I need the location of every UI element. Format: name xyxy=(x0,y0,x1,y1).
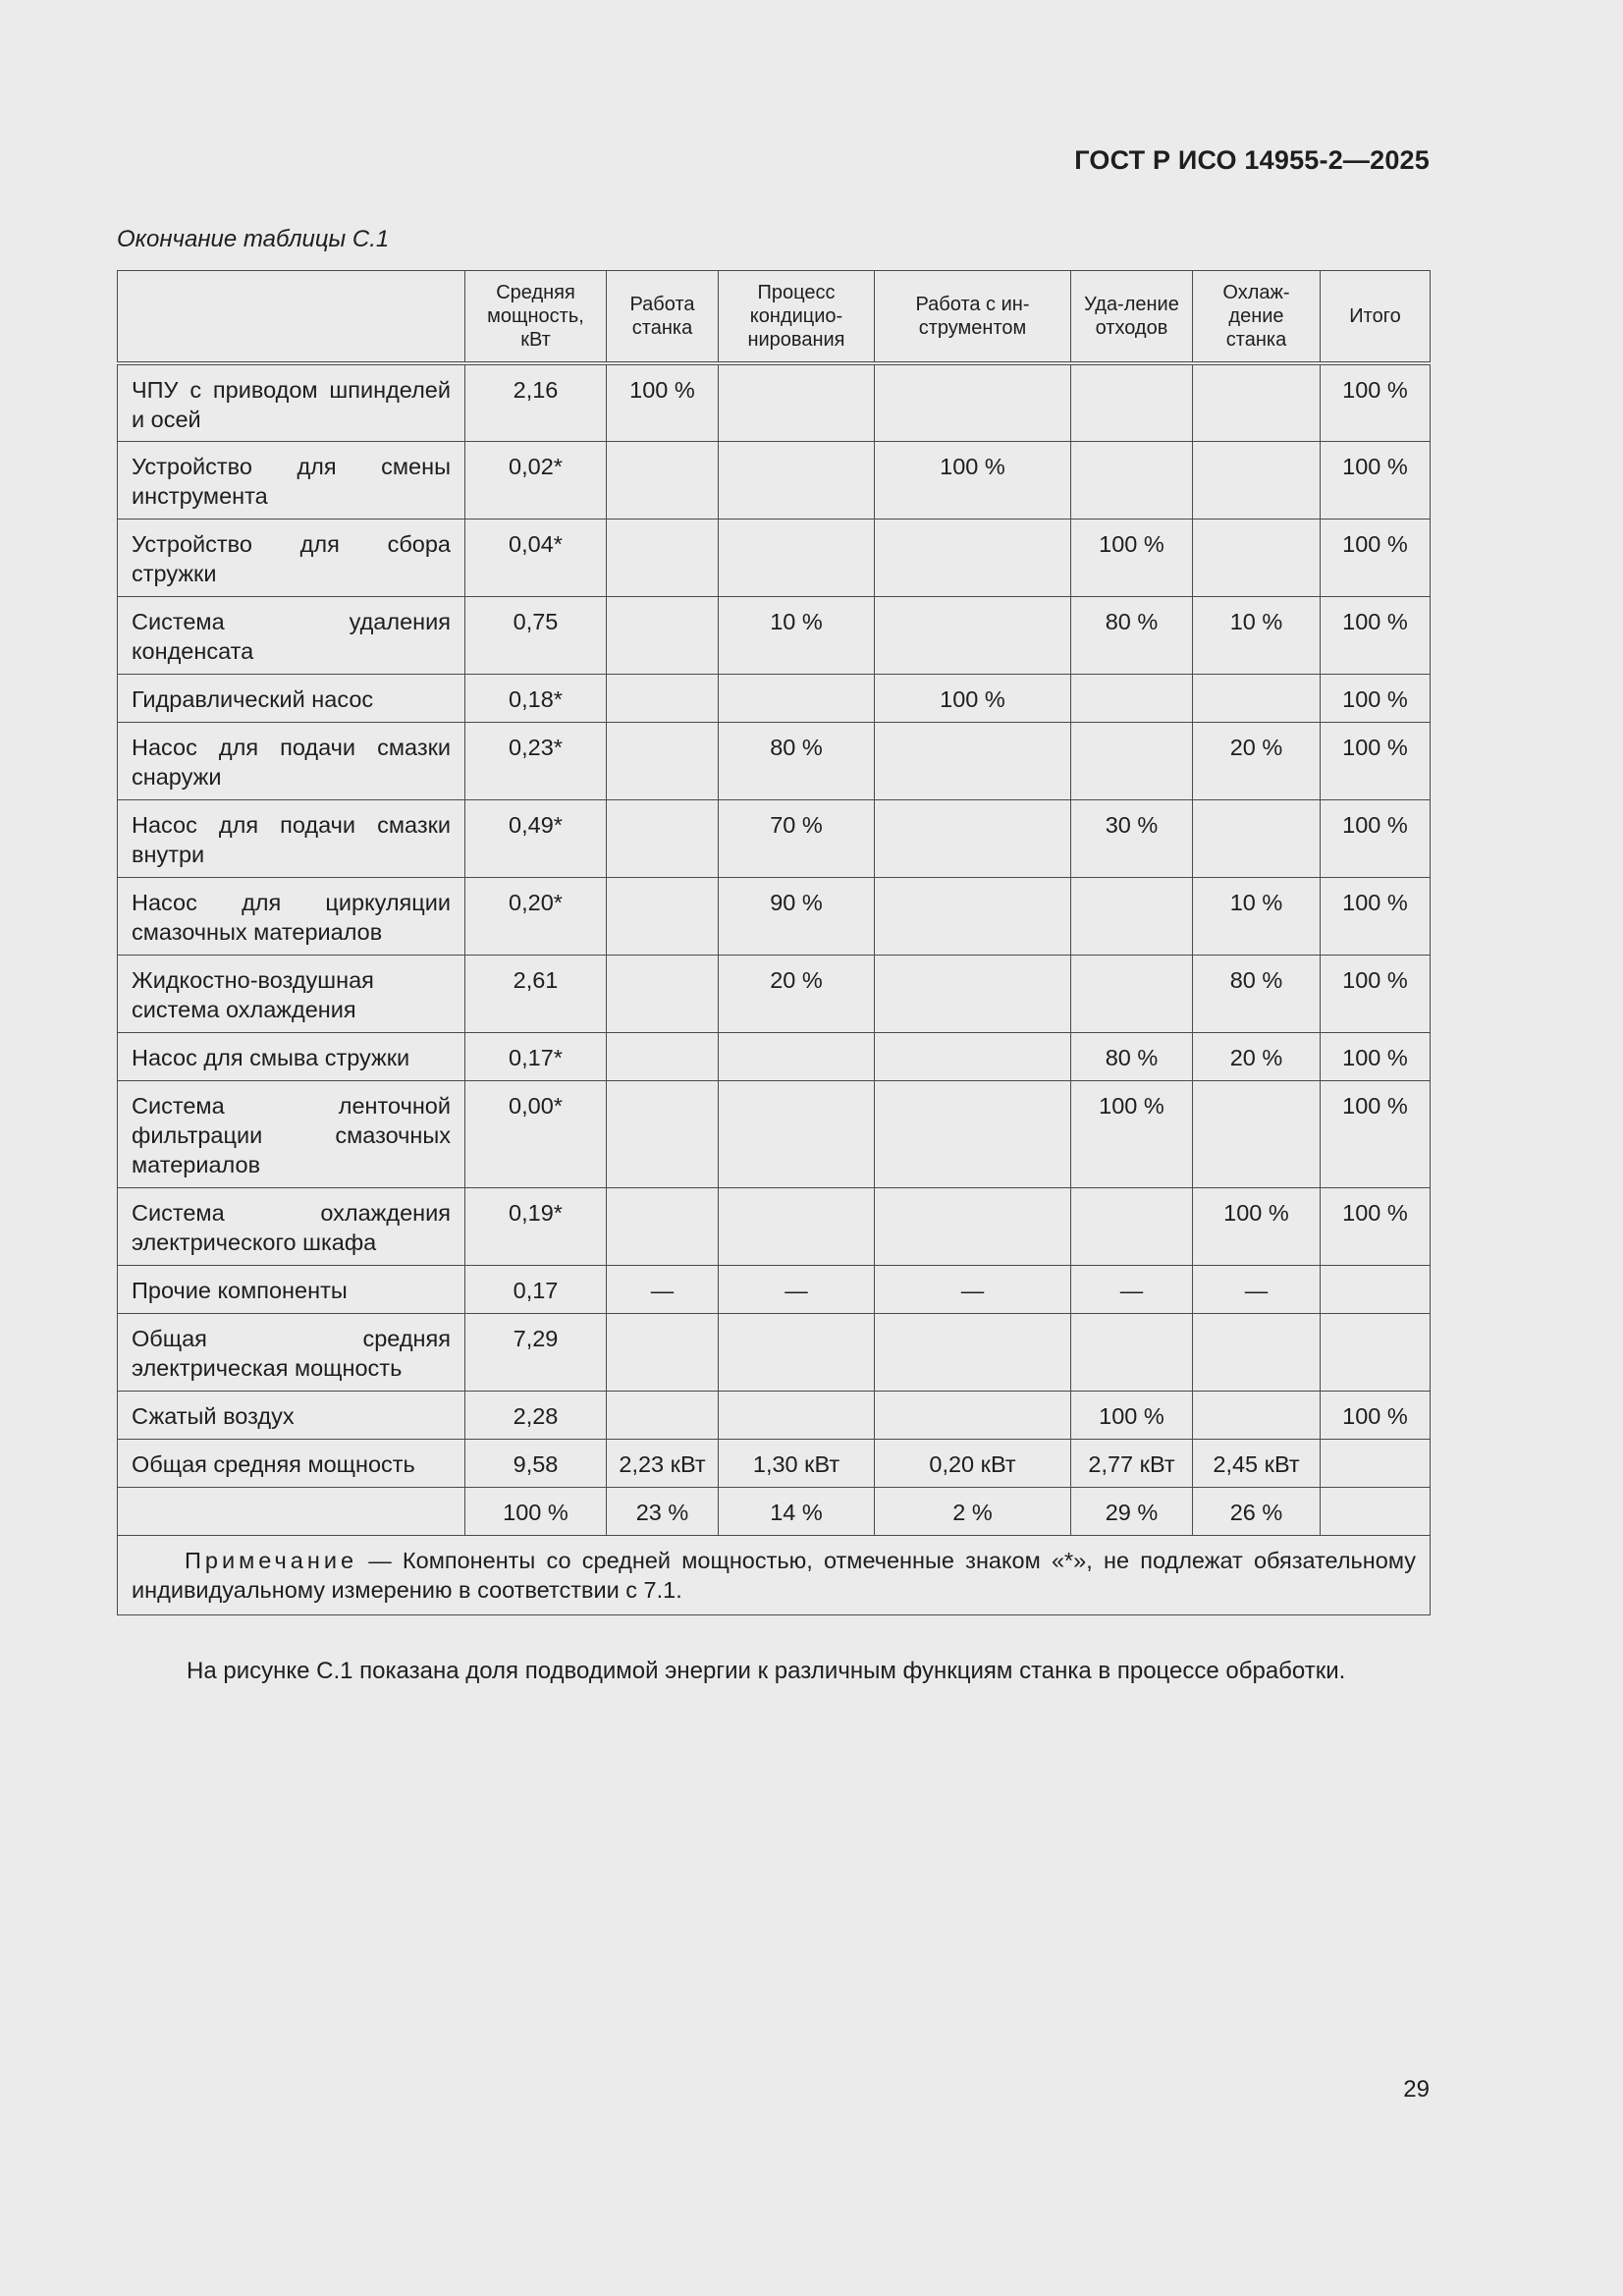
value-cell xyxy=(1071,1313,1193,1391)
row-label-cell xyxy=(118,1487,465,1535)
value-cell: 100 % xyxy=(1321,596,1431,674)
value-cell: 100 % xyxy=(1321,1187,1431,1265)
value-cell: 30 % xyxy=(1071,799,1193,877)
value-cell xyxy=(719,363,875,441)
value-cell: 20 % xyxy=(1193,1032,1321,1080)
table-row xyxy=(118,1032,1431,1080)
value-cell xyxy=(1193,519,1321,596)
value-cell xyxy=(607,722,719,799)
value-cell: 100 % xyxy=(1321,519,1431,596)
value-cell: 0,17 xyxy=(465,1265,607,1313)
value-cell: 26 % xyxy=(1193,1487,1321,1535)
value-cell xyxy=(875,596,1071,674)
row-label-cell: Прочие компоненты xyxy=(118,1265,465,1313)
value-cell xyxy=(1071,441,1193,519)
row-label-cell: Общая средняя мощность xyxy=(118,1439,465,1487)
row-label-cell: Насос для подачи смазки внутри xyxy=(118,799,465,877)
value-cell xyxy=(1193,441,1321,519)
row-label-cell: Система охлаждения электрического шкафа xyxy=(118,1187,465,1265)
table-row xyxy=(118,1265,1431,1313)
value-cell: 0,00* xyxy=(465,1080,607,1187)
row-label-cell: Гидравлический насос xyxy=(118,674,465,722)
table-row xyxy=(118,1080,1431,1187)
value-cell: 100 % xyxy=(1193,1187,1321,1265)
value-cell xyxy=(719,1187,875,1265)
value-cell: 0,49* xyxy=(465,799,607,877)
value-cell xyxy=(1321,1439,1431,1487)
value-cell: 100 % xyxy=(1321,1391,1431,1439)
value-cell: 20 % xyxy=(1193,722,1321,799)
value-cell xyxy=(875,1032,1071,1080)
value-cell: 100 % xyxy=(1321,722,1431,799)
value-cell: 100 % xyxy=(1321,877,1431,955)
value-cell xyxy=(1071,1187,1193,1265)
value-cell: 100 % xyxy=(1321,363,1431,441)
value-cell xyxy=(719,1391,875,1439)
value-cell: 100 % xyxy=(875,441,1071,519)
value-cell xyxy=(607,596,719,674)
value-cell: 80 % xyxy=(1193,955,1321,1032)
value-cell: — xyxy=(607,1265,719,1313)
note-label: Примечание xyxy=(185,1547,358,1573)
value-cell xyxy=(875,955,1071,1032)
value-cell: 0,02* xyxy=(465,441,607,519)
header-cell-avg-power: Средняя мощность, кВт xyxy=(465,271,607,364)
value-cell: 100 % xyxy=(1321,1080,1431,1187)
table-row xyxy=(118,1313,1431,1391)
header-cell-conditioning: Процесс кондицио-нирования xyxy=(719,271,875,364)
row-label-cell: Система удаления конденсата xyxy=(118,596,465,674)
value-cell: 9,58 xyxy=(465,1439,607,1487)
table-row xyxy=(118,596,1431,674)
table-row xyxy=(118,1187,1431,1265)
value-cell xyxy=(607,441,719,519)
value-cell: 90 % xyxy=(719,877,875,955)
row-label-cell: Насос для смыва стружки xyxy=(118,1032,465,1080)
value-cell xyxy=(719,674,875,722)
table-row xyxy=(118,363,1431,441)
value-cell xyxy=(1193,1080,1321,1187)
value-cell xyxy=(719,1032,875,1080)
value-cell xyxy=(1193,1313,1321,1391)
value-cell xyxy=(1071,722,1193,799)
value-cell xyxy=(875,799,1071,877)
value-cell xyxy=(1071,877,1193,955)
value-cell xyxy=(607,1391,719,1439)
value-cell xyxy=(607,1187,719,1265)
row-label-cell: Насос для циркуляции смазочных материалов xyxy=(118,877,465,955)
value-cell: 10 % xyxy=(719,596,875,674)
header-cell-total: Итого xyxy=(1321,271,1431,364)
value-cell: 100 % xyxy=(607,363,719,441)
value-cell: 80 % xyxy=(1071,1032,1193,1080)
value-cell xyxy=(607,1313,719,1391)
table-row xyxy=(118,877,1431,955)
value-cell xyxy=(1321,1265,1431,1313)
value-cell: 100 % xyxy=(1071,519,1193,596)
header-cell-component xyxy=(118,271,465,364)
header-cell-cooling: Охлаж-дение станка xyxy=(1193,271,1321,364)
value-cell xyxy=(719,519,875,596)
value-cell xyxy=(1071,674,1193,722)
value-cell xyxy=(607,674,719,722)
value-cell: 80 % xyxy=(1071,596,1193,674)
table-header-row xyxy=(118,271,1431,364)
value-cell: 0,19* xyxy=(465,1187,607,1265)
value-cell: 100 % xyxy=(1321,955,1431,1032)
value-cell: 0,75 xyxy=(465,596,607,674)
table-row xyxy=(118,519,1431,596)
note-text: — Компоненты со средней мощностью, отмеченные знаком «*», не подлежат обязательному индивидуальному измерению в соответствии с 7.1. xyxy=(132,1547,1416,1603)
table-row xyxy=(118,955,1431,1032)
header-cell-waste-removal: Уда-ление отходов xyxy=(1071,271,1193,364)
value-cell: 2,77 кВт xyxy=(1071,1439,1193,1487)
value-cell xyxy=(875,1080,1071,1187)
value-cell: — xyxy=(719,1265,875,1313)
value-cell xyxy=(875,877,1071,955)
value-cell: 2,28 xyxy=(465,1391,607,1439)
value-cell: 1,30 кВт xyxy=(719,1439,875,1487)
value-cell: — xyxy=(1071,1265,1193,1313)
value-cell: 2 % xyxy=(875,1487,1071,1535)
value-cell: 20 % xyxy=(719,955,875,1032)
value-cell: 100 % xyxy=(1321,799,1431,877)
value-cell xyxy=(607,1080,719,1187)
value-cell xyxy=(1193,363,1321,441)
value-cell: 0,18* xyxy=(465,674,607,722)
value-cell: — xyxy=(875,1265,1071,1313)
value-cell xyxy=(1193,1391,1321,1439)
header-cell-machine-operation: Работа станка xyxy=(607,271,719,364)
table-note xyxy=(118,1535,1431,1614)
value-cell: 23 % xyxy=(607,1487,719,1535)
value-cell: 100 % xyxy=(875,674,1071,722)
value-cell: 14 % xyxy=(719,1487,875,1535)
table-row xyxy=(118,722,1431,799)
table-row xyxy=(118,1391,1431,1439)
value-cell xyxy=(719,1080,875,1187)
table-body xyxy=(118,363,1431,1535)
value-cell: 2,16 xyxy=(465,363,607,441)
value-cell: 100 % xyxy=(1071,1080,1193,1187)
value-cell xyxy=(875,722,1071,799)
value-cell: 29 % xyxy=(1071,1487,1193,1535)
value-cell: 100 % xyxy=(465,1487,607,1535)
row-label-cell: Система ленточной фильтрации смазочных материалов xyxy=(118,1080,465,1187)
row-label-cell: ЧПУ с приводом шпинделей и осей xyxy=(118,363,465,441)
value-cell: 0,04* xyxy=(465,519,607,596)
table-caption: Окончание таблицы С.1 xyxy=(117,226,390,252)
value-cell xyxy=(875,519,1071,596)
value-cell: 70 % xyxy=(719,799,875,877)
value-cell: 100 % xyxy=(1321,674,1431,722)
value-cell: 100 % xyxy=(1321,1032,1431,1080)
value-cell xyxy=(875,363,1071,441)
row-label-cell: Устройство для смены инструмента xyxy=(118,441,465,519)
row-label-cell: Общая средняя электрическая мощность xyxy=(118,1313,465,1391)
value-cell xyxy=(1321,1487,1431,1535)
row-label-cell: Жидкостно-воздушная система охлаждения xyxy=(118,955,465,1032)
value-cell: 0,23* xyxy=(465,722,607,799)
value-cell: 10 % xyxy=(1193,877,1321,955)
value-cell: 7,29 xyxy=(465,1313,607,1391)
row-label-cell: Сжатый воздух xyxy=(118,1391,465,1439)
value-cell: 10 % xyxy=(1193,596,1321,674)
value-cell xyxy=(607,1032,719,1080)
value-cell xyxy=(875,1187,1071,1265)
table-row xyxy=(118,799,1431,877)
value-cell: 2,61 xyxy=(465,955,607,1032)
value-cell: 2,45 кВт xyxy=(1193,1439,1321,1487)
value-cell: 100 % xyxy=(1321,441,1431,519)
value-cell: 0,20 кВт xyxy=(875,1439,1071,1487)
value-cell: — xyxy=(1193,1265,1321,1313)
value-cell xyxy=(1321,1313,1431,1391)
value-cell xyxy=(607,799,719,877)
value-cell xyxy=(875,1313,1071,1391)
document-header: ГОСТ Р ИСО 14955-2—2025 xyxy=(1074,145,1430,175)
table-row xyxy=(118,441,1431,519)
value-cell xyxy=(1193,799,1321,877)
body-paragraph: На рисунке С.1 показана доля подводимой энергии к различным функциям станка в процессе обработки. xyxy=(187,1658,1346,1684)
page-number: 29 xyxy=(1403,2076,1430,2103)
value-cell: 80 % xyxy=(719,722,875,799)
value-cell xyxy=(607,877,719,955)
value-cell xyxy=(607,519,719,596)
value-cell xyxy=(1071,363,1193,441)
table-row xyxy=(118,674,1431,722)
value-cell: 2,23 кВт xyxy=(607,1439,719,1487)
value-cell: 0,20* xyxy=(465,877,607,955)
table-row xyxy=(118,1439,1431,1487)
header-cell-tool-work: Работа с ин-струментом xyxy=(875,271,1071,364)
table-note-row xyxy=(118,1535,1431,1614)
value-cell xyxy=(1193,674,1321,722)
row-label-cell: Насос для подачи смазки снаружи xyxy=(118,722,465,799)
value-cell xyxy=(875,1391,1071,1439)
value-cell xyxy=(607,955,719,1032)
value-cell: 100 % xyxy=(1071,1391,1193,1439)
value-cell: 0,17* xyxy=(465,1032,607,1080)
value-cell xyxy=(719,441,875,519)
data-table xyxy=(117,270,1431,1615)
table-row xyxy=(118,1487,1431,1535)
row-label-cell: Устройство для сбора стружки xyxy=(118,519,465,596)
value-cell xyxy=(1071,955,1193,1032)
value-cell xyxy=(719,1313,875,1391)
